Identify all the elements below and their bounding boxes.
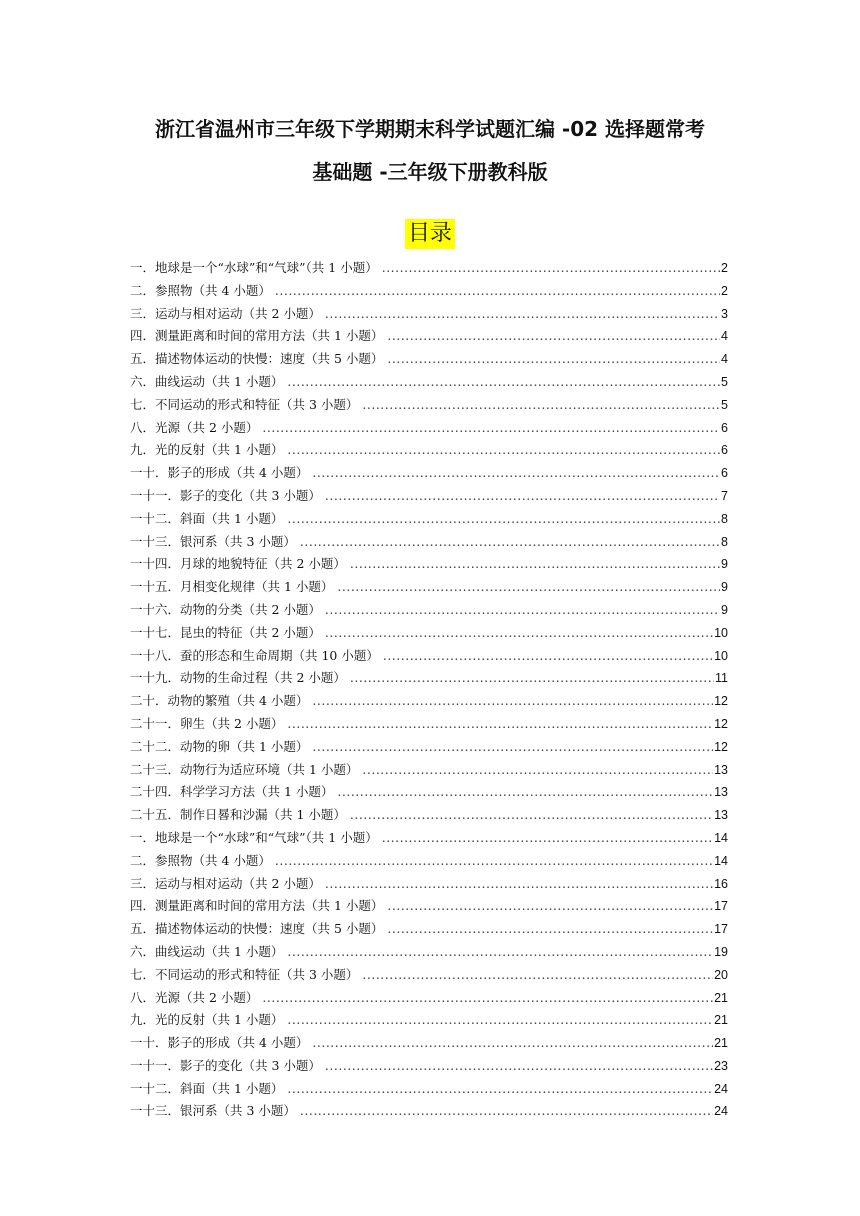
toc-dot-leader xyxy=(300,1100,713,1123)
toc-entry-title: 二．参照物（共 4 小题） xyxy=(130,852,271,868)
toc-entry-page-number: 6 xyxy=(721,443,728,458)
toc-entry-title: 九．光的反射（共 1 小题） xyxy=(130,1012,284,1028)
toc-entry-page-number: 2 xyxy=(721,283,728,298)
toc-entry[interactable] xyxy=(130,371,728,394)
toc-entry-title: 二十五．制作日晷和沙漏（共 1 小题） xyxy=(130,807,346,823)
toc-dot-leader xyxy=(337,781,713,804)
toc-entry-title: 一．地球是一个“水球”和“气球”（共 1 小题） xyxy=(130,260,378,275)
toc-entry-title: 一十二．斜面（共 1 小题） xyxy=(130,1080,284,1096)
toc-entry-title: 五．描述物体运动的快慢：速度（共 5 小题） xyxy=(130,351,384,367)
toc-entry-title: 一十四．月球的地貌特征（共 2 小题） xyxy=(130,556,346,572)
toc-entry-page-number: 3 xyxy=(721,306,728,321)
toc-entry-page-number: 4 xyxy=(721,352,728,367)
toc-entry[interactable] xyxy=(130,439,728,462)
toc-entry-title: 九．光的反射（共 1 小题） xyxy=(130,442,284,458)
toc-entry[interactable] xyxy=(130,736,728,759)
toc-entry-page-number: 5 xyxy=(721,374,728,389)
toc-entry-page-number: 10 xyxy=(714,625,728,640)
toc-entry-page-number: 24 xyxy=(714,1081,728,1096)
toc-entry-page-number: 12 xyxy=(714,739,728,754)
toc-entry[interactable] xyxy=(130,918,728,941)
toc-dot-leader xyxy=(275,850,713,873)
toc-entry-page-number: 9 xyxy=(721,602,728,617)
toc-entry[interactable] xyxy=(130,622,728,645)
toc-entry-page-number: 24 xyxy=(714,1104,728,1119)
toc-entry-title: 一十六．动物的分类（共 2 小题） xyxy=(130,601,321,617)
toc-entry-page-number: 23 xyxy=(714,1058,728,1073)
toc-dot-leader xyxy=(383,645,713,668)
toc-entry[interactable] xyxy=(130,1078,728,1101)
toc-dot-leader xyxy=(312,690,713,713)
toc-entry-page-number: 11 xyxy=(715,671,728,686)
toc-entry-page-number: 5 xyxy=(721,397,728,412)
toc-entry[interactable] xyxy=(130,645,728,668)
document-title-line-1: 浙江省温州市三年级下学期期末科学试题汇编 -02 选择题常考 xyxy=(154,117,706,141)
toc-entry[interactable] xyxy=(130,895,728,918)
toc-entry-page-number: 9 xyxy=(721,580,728,595)
toc-dot-leader xyxy=(325,1055,713,1078)
toc-entry-page-number: 8 xyxy=(721,511,728,526)
toc-entry[interactable] xyxy=(130,257,728,280)
toc-entry-title: 一十二．斜面（共 1 小题） xyxy=(130,510,284,526)
toc-entry[interactable] xyxy=(130,987,728,1010)
toc-entry-page-number: 13 xyxy=(714,785,728,800)
toc-dot-leader xyxy=(287,941,713,964)
toc-entry[interactable] xyxy=(130,873,728,896)
toc-entry[interactable] xyxy=(130,348,728,371)
toc-entry-title: 一十三．银河系（共 3 小题） xyxy=(130,533,296,549)
toc-dot-leader xyxy=(262,417,720,440)
toc-entry-title: 二十三．动物行为适应环境（共 1 小题） xyxy=(130,761,359,777)
toc-entry[interactable] xyxy=(130,325,728,348)
toc-entry-title: 二十．动物的繁殖（共 4 小题） xyxy=(130,693,309,709)
toc-entry-title: 一．地球是一个“水球”和“气球”（共 1 小题） xyxy=(130,829,378,845)
toc-entry-title: 一十一．影子的变化（共 3 小题） xyxy=(130,1057,321,1073)
toc-entry[interactable] xyxy=(130,941,728,964)
toc-entry-page-number: 13 xyxy=(714,762,728,777)
toc-entry-page-number: 21 xyxy=(714,1013,728,1028)
toc-entry-title: 一十一．影子的变化（共 3 小题） xyxy=(130,487,321,503)
toc-entry-title: 一十．影子的形成（共 4 小题） xyxy=(130,1035,309,1051)
toc-dot-leader xyxy=(350,667,714,690)
toc-entry-title: 一十五．月相变化规律（共 1 小题） xyxy=(130,579,334,595)
toc-entry-title: 二十一．卵生（共 2 小题） xyxy=(130,715,284,731)
toc-dot-leader xyxy=(287,713,713,736)
toc-entry[interactable] xyxy=(130,1100,728,1123)
toc-dot-leader xyxy=(387,918,713,941)
toc-dot-leader xyxy=(382,257,720,280)
toc-entry-title: 一十九．动物的生命过程（共 2 小题） xyxy=(130,670,346,686)
toc-entry-page-number: 19 xyxy=(714,944,728,959)
toc-dot-leader xyxy=(312,1032,713,1055)
toc-entry-page-number: 2 xyxy=(721,261,728,275)
toc-dot-leader xyxy=(325,485,720,508)
toc-entry-title: 二．参照物（共 4 小题） xyxy=(130,282,271,298)
toc-entry-title: 三．运动与相对运动（共 2 小题） xyxy=(130,875,321,891)
toc-entry-title: 二十四．科学学习方法（共 1 小题） xyxy=(130,784,334,800)
toc-dot-leader xyxy=(262,987,713,1010)
toc-dot-leader xyxy=(387,348,720,371)
toc-dot-leader xyxy=(350,804,713,827)
toc-heading-container xyxy=(0,219,860,249)
toc-dot-leader xyxy=(387,895,713,918)
toc-entry-title: 八．光源（共 2 小题） xyxy=(130,989,259,1005)
toc-entry-page-number: 12 xyxy=(714,694,728,709)
toc-dot-leader xyxy=(382,827,713,850)
toc-dot-leader xyxy=(312,462,720,485)
toc-entry[interactable] xyxy=(130,667,728,690)
toc-entry-page-number: 13 xyxy=(714,808,728,823)
toc-entry[interactable] xyxy=(130,508,728,531)
toc-entry[interactable] xyxy=(130,850,728,873)
toc-entry[interactable] xyxy=(130,553,728,576)
toc-entry[interactable] xyxy=(130,599,728,622)
toc-entry-title: 一十．影子的形成（共 4 小题） xyxy=(130,465,309,481)
toc-entry-page-number: 20 xyxy=(714,967,728,982)
toc-dot-leader xyxy=(387,325,720,348)
toc-entry-page-number: 8 xyxy=(721,534,728,549)
toc-entry[interactable] xyxy=(130,576,728,599)
toc-entry[interactable] xyxy=(130,759,728,782)
toc-entry[interactable] xyxy=(130,417,728,440)
toc-entry-title: 八．光源（共 2 小题） xyxy=(130,419,259,435)
toc-entry-page-number: 6 xyxy=(721,466,728,481)
toc-entry[interactable] xyxy=(130,1009,728,1032)
toc-entry-title: 六．曲线运动（共 1 小题） xyxy=(130,943,284,959)
table-of-contents xyxy=(130,257,728,1123)
toc-entry[interactable] xyxy=(130,485,728,508)
toc-entry-title: 六．曲线运动（共 1 小题） xyxy=(130,373,284,389)
toc-entry-title: 七．不同运动的形式和特征（共 3 小题） xyxy=(130,966,359,982)
toc-entry[interactable] xyxy=(130,1055,728,1078)
toc-dot-leader xyxy=(350,553,720,576)
document-title-line-2: 基础题 -三年级下册教科版 xyxy=(312,160,548,184)
toc-entry[interactable] xyxy=(130,827,728,850)
toc-entry-page-number: 4 xyxy=(721,329,728,344)
toc-entry[interactable] xyxy=(130,713,728,736)
toc-dot-leader xyxy=(312,736,713,759)
toc-entry[interactable] xyxy=(130,804,728,827)
toc-entry-title: 三．运动与相对运动（共 2 小题） xyxy=(130,305,321,321)
toc-heading: 目录 xyxy=(405,219,455,249)
toc-entry-title: 四．测量距离和时间的常用方法（共 1 小题） xyxy=(130,328,384,344)
toc-entry-page-number: 17 xyxy=(714,922,728,937)
toc-entry[interactable] xyxy=(130,303,728,326)
toc-entry[interactable] xyxy=(130,964,728,987)
toc-entry-page-number: 6 xyxy=(721,420,728,435)
toc-entry[interactable] xyxy=(130,1032,728,1055)
toc-entry-title: 四．测量距离和时间的常用方法（共 1 小题） xyxy=(130,898,384,914)
toc-entry-page-number: 21 xyxy=(714,990,728,1005)
toc-entry[interactable] xyxy=(130,690,728,713)
toc-entry-page-number: 14 xyxy=(714,853,728,868)
toc-entry[interactable] xyxy=(130,462,728,485)
toc-entry[interactable] xyxy=(130,781,728,804)
toc-entry-page-number: 17 xyxy=(714,899,728,914)
toc-dot-leader xyxy=(325,599,720,622)
toc-entry[interactable] xyxy=(130,531,728,554)
toc-entry-title: 一十七．昆虫的特征（共 2 小题） xyxy=(130,624,321,640)
toc-dot-leader xyxy=(275,280,720,303)
toc-dot-leader xyxy=(325,873,713,896)
toc-dot-leader xyxy=(362,759,713,782)
toc-dot-leader xyxy=(287,1078,713,1101)
toc-entry-page-number: 14 xyxy=(714,830,728,845)
toc-entry[interactable] xyxy=(130,394,728,417)
toc-dot-leader xyxy=(287,508,720,531)
toc-entry-page-number: 12 xyxy=(714,716,728,731)
toc-entry-page-number: 21 xyxy=(714,1036,728,1051)
toc-dot-leader xyxy=(300,531,720,554)
toc-dot-leader xyxy=(337,576,720,599)
toc-entry-page-number: 9 xyxy=(721,557,728,572)
toc-entry-title: 一十三．银河系（共 3 小题） xyxy=(130,1103,296,1119)
toc-entry-title: 二十二．动物的卵（共 1 小题） xyxy=(130,738,309,754)
toc-entry-title: 五．描述物体运动的快慢：速度（共 5 小题） xyxy=(130,921,384,937)
toc-dot-leader xyxy=(287,371,720,394)
toc-dot-leader xyxy=(287,439,720,462)
toc-dot-leader xyxy=(325,622,713,645)
toc-dot-leader xyxy=(362,394,720,417)
toc-entry-page-number: 7 xyxy=(721,488,728,503)
toc-entry-title: 七．不同运动的形式和特征（共 3 小题） xyxy=(130,396,359,412)
toc-dot-leader xyxy=(325,303,720,326)
toc-dot-leader xyxy=(287,1009,713,1032)
toc-entry-title: 一十八．蚕的形态和生命周期（共 10 小题） xyxy=(130,647,379,663)
toc-entry[interactable] xyxy=(130,280,728,303)
toc-entry-page-number: 10 xyxy=(714,648,728,663)
toc-entry-page-number: 16 xyxy=(714,876,728,891)
toc-dot-leader xyxy=(362,964,713,987)
